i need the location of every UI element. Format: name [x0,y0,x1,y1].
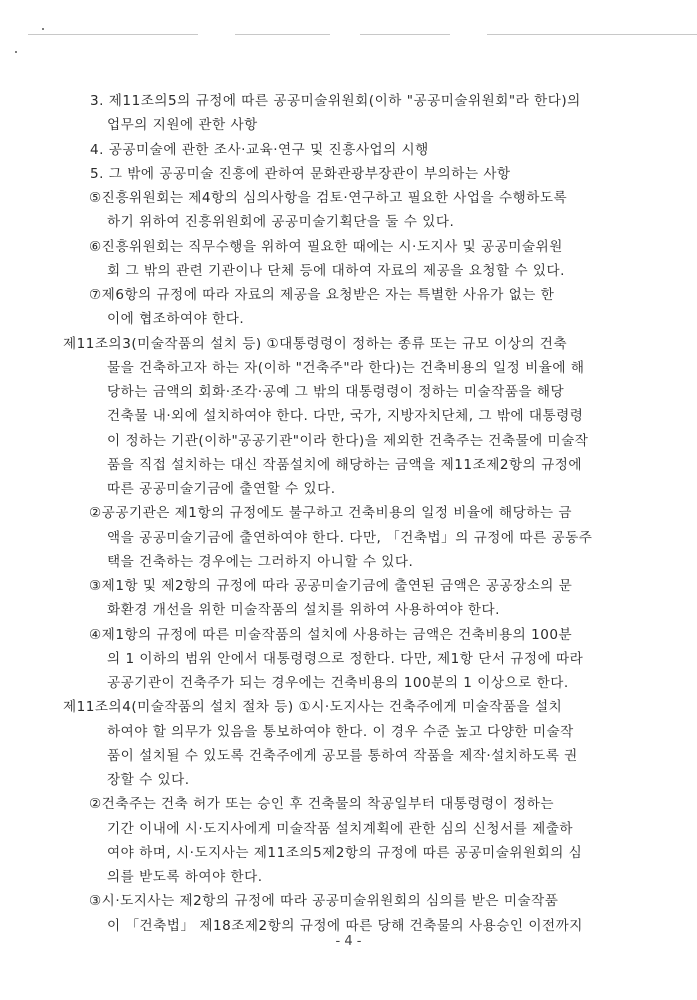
text-line: ⑥진흥위원회는 직무수행을 위하여 필요한 때에는 시·도지사 및 공공미술위원 [89,238,563,255]
text-line: 하여야 할 의무가 있음을 통보하여야 한다. 이 경우 수준 높고 다양한 미술작 [107,723,574,740]
page-number: - 4 - [335,934,362,949]
text-line: ⑤진흥위원회는 제4항의 심의사항을 검토·연구하고 필요한 사업을 수행하도록 [89,190,568,206]
text-line: 4. 공공미술에 관한 조사·교육·연구 및 진흥사업의 시행 [90,141,429,158]
text-line: ②공공기관은 제1항의 규정에도 불구하고 건축비용의 일정 비율에 해당하는 금 [89,505,572,522]
text-line: ⑦제6항의 규정에 따라 자료의 제공을 요청받은 자는 특별한 사유가 없는 한 [89,287,555,303]
scan-speck [42,28,44,30]
text-line: 물을 건축하고자 하는 자(이하 "건축주"라 한다)는 건축비용의 일정 비율에 해 [107,359,585,376]
text-line: 의 1 이하의 범위 안에서 대통령령으로 정한다. 다만, 제1항 단서 규정에 따라 [107,650,584,667]
text-line: 회 그 밖의 관련 기관이나 단체 등에 대하여 자료의 제공을 요청할 수 있다. [107,262,565,279]
text-line: 품을 직접 설치하는 대신 작품설치에 해당하는 금액을 제11조제2항의 규정에 [107,456,582,473]
text-line: 당하는 금액의 회화·조각·공예 그 밖의 대통령령이 정하는 미술작품을 해당 [107,384,565,400]
scan-artifact-line [235,34,330,35]
text-line: 업무의 지원에 관한 사항 [107,117,258,134]
text-line: ③제1항 및 제2항의 규정에 따라 공공미술기금에 출연된 금액은 공공장소의 문 [89,578,573,594]
text-line: 품이 설치될 수 있도록 건축주에게 공모를 통하여 작품을 제작·설치하도록 권 [107,747,578,764]
text-line: 하기 위하여 진흥위원회에 공공미술기획단을 둘 수 있다. [107,214,455,231]
text-line: 택을 건축하는 경우에는 그러하지 아니할 수 있다. [107,553,414,570]
text-line: ②건축주는 건축 허가 또는 승인 후 건축물의 착공일부터 대통령령이 정하는 [89,796,555,813]
text-line: 이에 협조하여야 한다. [107,311,245,328]
text-line: 제11조의4(미술작품의 설치 절차 등) ①시·도지사는 건축주에게 미술작품을 설치 [63,699,563,716]
scan-artifact-line [360,34,450,35]
text-line: 이 정하는 기관(이하"공공기관"이라 한다)을 제외한 건축주는 건축물에 미술작 [107,432,589,449]
text-line: 3. 제11조의5의 규정에 따른 공공미술위원회(이하 "공공미술위원회"라 한다)의 [90,93,581,109]
text-line: 화환경 개선을 위한 미술작품의 설치를 위하여 사용하여야 한다. [107,602,500,619]
scan-artifact-line [28,34,198,35]
scan-speck [15,51,17,53]
scan-artifact-line [487,34,697,35]
text-line: 따른 공공미술기금에 출연할 수 있다. [107,481,336,497]
text-line: 이 「건축법」 제18조제2항의 규정에 따른 당해 건축물의 사용승인 이전까지 [107,917,583,934]
text-line: 장할 수 있다. [107,772,190,788]
text-line: 기간 이내에 시·도지사에게 미술작품 설치계획에 관한 심의 신청서를 제출하 [107,820,573,837]
text-line: 공공기관이 건축주가 되는 경우에는 건축비용의 100분의 1 이상으로 한다. [107,675,569,691]
text-line: ④제1항의 규정에 따른 미술작품의 설치에 사용하는 금액은 건축비용의 100분 [89,626,573,643]
text-line: 5. 그 밖에 공공미술 진흥에 관하여 문화관광부장관이 부의하는 사항 [90,165,511,182]
text-line: 건축물 내·외에 설치하여야 한다. 다만, 국가, 지방자치단체, 그 밖에 대통령령 [107,408,584,425]
text-line: ③시·도지사는 제2항의 규정에 따라 공공미술위원회의 심의를 받은 미술작품 [89,893,559,910]
text-line: 액을 공공미술기금에 출연하여야 한다. 다만, 「건축법」의 규정에 따른 공동주 [107,529,593,546]
text-line: 여야 하며, 시·도지사는 제11조의5제2항의 규정에 따른 공공미술위원회의 심 [107,844,583,861]
text-line: 제11조의3(미술작품의 설치 등) ①대통령령이 정하는 종류 또는 규모 이상의 건축 [63,335,568,352]
text-line: 의를 받도록 하여야 한다. [107,869,263,885]
